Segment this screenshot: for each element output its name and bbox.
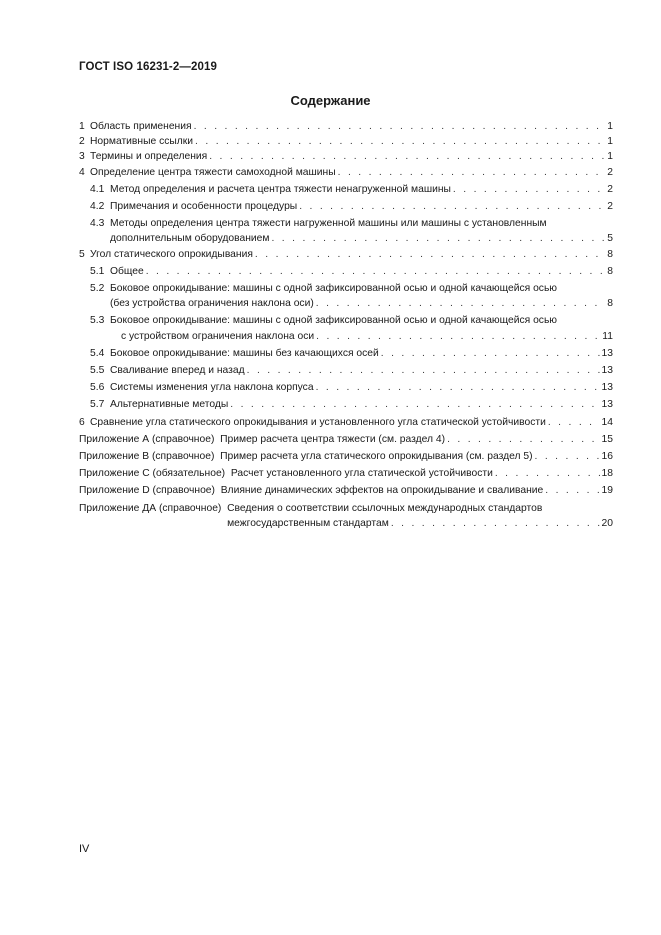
toc-page: 13 [601, 365, 613, 377]
toc-number: 5.3 [90, 315, 105, 327]
page-title: Содержание [290, 93, 371, 108]
toc-entry-5[interactable] [79, 247, 613, 262]
toc-entry-4-2[interactable] [79, 199, 613, 214]
toc-page: 13 [601, 399, 613, 411]
toc-entry-1[interactable] [79, 119, 613, 134]
toc-entry-4-1[interactable] [79, 182, 613, 197]
toc-title: Системы изменения угла наклона корпуса [110, 382, 314, 394]
toc-number: 4.3 [90, 218, 105, 230]
page-number: IV [79, 843, 90, 855]
toc-entry-2[interactable] [79, 134, 613, 149]
toc-title: Сваливание вперед и назад [110, 365, 245, 377]
toc-entry-5-2[interactable] [79, 281, 613, 311]
toc-page: 14 [601, 416, 613, 428]
toc-leader [194, 119, 606, 134]
table-of-contents [79, 119, 613, 531]
toc-leader [447, 432, 599, 447]
toc-entry-4[interactable] [79, 165, 613, 180]
toc-page: 18 [601, 468, 613, 480]
toc-page: 8 [607, 248, 613, 260]
toc-leader [391, 516, 600, 531]
toc-page: 19 [601, 485, 613, 497]
toc-number: 4.2 [90, 201, 105, 213]
toc-leader [535, 449, 600, 464]
toc-page: 1 [607, 151, 613, 163]
toc-page: 13 [601, 382, 613, 394]
toc-page: 20 [601, 517, 613, 529]
document-header: ГОСТ ISO 16231-2—2019 [79, 61, 217, 73]
toc-entry-appendix-c[interactable] [79, 466, 613, 481]
toc-entry-appendix-d[interactable] [79, 483, 613, 498]
toc-title: Метод определения и расчета центра тяжести ненагруженной машины [110, 183, 451, 195]
toc-page: 5 [607, 233, 613, 245]
toc-leader [230, 397, 599, 412]
toc-title: Область применения [90, 121, 192, 132]
toc-title-line-1: Боковое опрокидывание: машины с одной зафиксированной осью и одной качающейся осью [110, 283, 558, 295]
toc-title: Альтернативные методы [110, 399, 229, 411]
toc-title: Определение центра тяжести самоходной машины [90, 166, 336, 178]
toc-title: Боковое опрокидывание: машины без качающихся осей [110, 347, 379, 359]
toc-number: 5.5 [90, 365, 105, 377]
toc-appendix-label: Приложение В (справочное) [79, 451, 215, 463]
toc-appendix-label: Приложение D (справочное) [79, 485, 215, 497]
toc-leader [271, 231, 605, 246]
toc-entry-5-4[interactable] [79, 346, 613, 361]
toc-title: Пример расчета центра тяжести (см. раздел 4) [220, 433, 446, 445]
toc-page: 1 [607, 121, 613, 132]
toc-number: 4 [79, 166, 85, 178]
toc-leader [381, 346, 600, 361]
toc-title-line-1: Боковое опрокидывание: машины с одной зафиксированной осью и одной качающейся осью [110, 315, 558, 327]
toc-page: 1 [607, 136, 613, 148]
toc-leader [316, 380, 600, 395]
toc-entry-6[interactable] [79, 415, 613, 430]
toc-entry-appendix-da[interactable] [79, 501, 613, 531]
toc-leader [255, 247, 605, 262]
toc-page: 15 [601, 433, 613, 445]
toc-leader [209, 149, 605, 164]
toc-entry-3[interactable] [79, 149, 613, 164]
toc-leader [195, 134, 605, 149]
toc-number: 1 [79, 121, 85, 132]
toc-title: Пример расчета угла статического опрокидывания (см. раздел 5) [220, 451, 533, 463]
toc-number: 5 [79, 248, 85, 260]
toc-title: Термины и определения [90, 151, 208, 163]
toc-entry-5-6[interactable] [79, 380, 613, 395]
toc-title-line-1: Сведения о соответствии ссылочных международных стандартов [227, 502, 543, 514]
toc-number: 6 [79, 416, 85, 428]
toc-appendix-label: Приложение С (обязательное) [79, 468, 226, 480]
toc-leader [545, 483, 599, 498]
toc-leader [146, 264, 606, 279]
toc-number: 5.4 [90, 347, 105, 359]
toc-appendix-label: Приложение ДА (справочное) [79, 502, 222, 514]
toc-page: 2 [607, 183, 613, 195]
toc-leader [495, 466, 600, 481]
toc-title: Примечания и особенности процедуры [110, 201, 298, 213]
toc-page: 8 [607, 265, 613, 277]
toc-number: 3 [79, 151, 85, 163]
toc-title-line-2: дополнительным оборудованием [110, 233, 270, 245]
toc-number: 5.1 [90, 265, 105, 277]
toc-leader [247, 363, 600, 378]
toc-title: Влияние динамических эффектов на опрокидывание и сваливание [220, 485, 544, 497]
toc-leader [338, 165, 606, 180]
toc-number: 2 [79, 136, 85, 148]
toc-entry-4-3[interactable] [79, 216, 613, 246]
toc-leader [453, 182, 605, 197]
toc-title-line-2: межгосударственным стандартам [227, 517, 389, 529]
toc-entry-appendix-b[interactable] [79, 449, 613, 464]
toc-entry-5-1[interactable] [79, 264, 613, 279]
toc-entry-5-7[interactable] [79, 397, 613, 412]
toc-title: Угол статического опрокидывания [90, 248, 253, 260]
toc-title-line-2: (без устройства ограничения наклона оси) [110, 298, 314, 310]
toc-title: Расчет установленного угла статической устойчивости [230, 468, 493, 480]
toc-title: Общее [110, 265, 144, 277]
toc-leader [316, 296, 606, 311]
toc-page: 16 [601, 451, 613, 463]
toc-appendix-label: Приложение А (справочное) [79, 433, 215, 445]
toc-title-line-2: с устройством ограничения наклона оси [121, 330, 315, 342]
toc-entry-appendix-a[interactable] [79, 432, 613, 447]
toc-number: 5.7 [90, 399, 105, 411]
toc-title: Нормативные ссылки [90, 136, 194, 148]
toc-number: 4.1 [90, 183, 105, 195]
toc-leader [299, 199, 605, 214]
toc-page: 2 [607, 201, 613, 213]
toc-leader [548, 415, 600, 430]
toc-title: Сравнение угла статического опрокидывания и установленного угла статической устойчивости [90, 416, 546, 428]
toc-number: 5.2 [90, 283, 105, 295]
toc-entry-5-3[interactable] [79, 313, 613, 343]
toc-title-line-1: Методы определения центра тяжести нагруженной машины или машины с установленным [110, 218, 547, 230]
toc-number: 5.6 [90, 382, 105, 394]
toc-page: 11 [602, 330, 613, 342]
toc-page: 13 [601, 347, 613, 359]
toc-page: 2 [607, 166, 613, 178]
toc-entry-5-5[interactable] [79, 363, 613, 378]
toc-leader [316, 329, 600, 344]
toc-page: 8 [607, 298, 613, 310]
